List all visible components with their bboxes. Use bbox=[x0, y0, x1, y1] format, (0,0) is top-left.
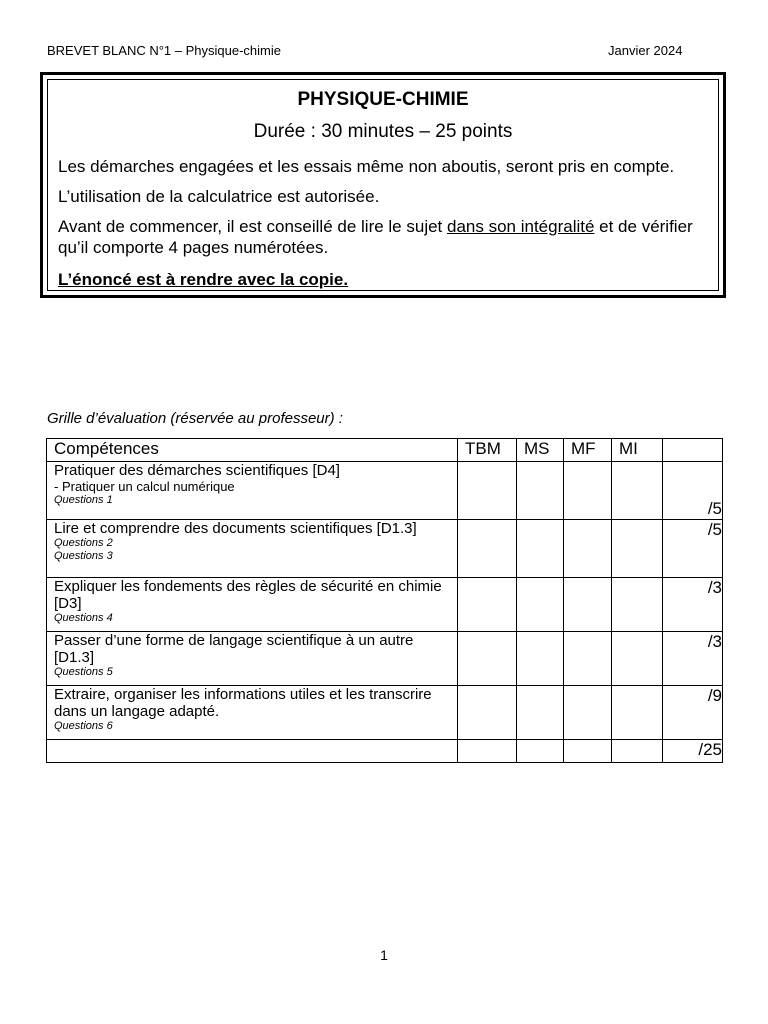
table-row bbox=[47, 462, 723, 520]
mf-cell[interactable] bbox=[564, 740, 612, 763]
tbm-cell[interactable] bbox=[458, 578, 517, 632]
competence-title: Passer d’une forme de langage scientifique à un autre [D1.3] bbox=[54, 632, 414, 666]
header-mi: MI bbox=[612, 439, 663, 462]
competence-questions: Questions 6 bbox=[54, 720, 113, 732]
exam-duration: Durée : 30 minutes – 25 points bbox=[253, 121, 513, 142]
mi-cell[interactable] bbox=[612, 740, 663, 763]
total-row bbox=[47, 740, 723, 763]
instruction-line-1: Les démarches engagées et les essais même non aboutis, seront pris en compte. bbox=[58, 157, 675, 176]
tbm-cell[interactable] bbox=[458, 462, 517, 520]
table-row bbox=[47, 520, 723, 578]
score-cell: /3 bbox=[663, 578, 723, 632]
mf-cell[interactable] bbox=[564, 686, 612, 740]
instruction-line-4: L’énoncé est à rendre avec la copie. bbox=[58, 270, 349, 289]
competence-questions: Questions 3 bbox=[54, 550, 113, 562]
page-number: 1 bbox=[380, 947, 388, 963]
competence-questions: Questions 4 bbox=[54, 612, 113, 624]
competence-cell bbox=[47, 686, 458, 740]
competence-questions: Questions 1 bbox=[54, 494, 113, 506]
header-competences: Compétences bbox=[47, 439, 458, 462]
mf-cell[interactable] bbox=[564, 462, 612, 520]
mi-cell[interactable] bbox=[612, 578, 663, 632]
table-row bbox=[47, 578, 723, 632]
competence-title: Extraire, organiser les informations utiles et les transcrire dans un langage adapté. bbox=[54, 686, 432, 720]
ms-cell[interactable] bbox=[517, 632, 564, 686]
tbm-cell[interactable] bbox=[458, 520, 517, 578]
ms-cell[interactable] bbox=[517, 578, 564, 632]
competence-questions: Questions 2 bbox=[54, 537, 113, 549]
instruction-line-3-underlined: dans son intégralité bbox=[447, 217, 595, 236]
header-ms: MS bbox=[517, 439, 564, 462]
competence-title: Lire et comprendre des documents scientifiques [D1.3] bbox=[54, 520, 417, 537]
tbm-cell[interactable] bbox=[458, 740, 517, 763]
total-score: /25 bbox=[663, 740, 723, 763]
mi-cell[interactable] bbox=[612, 520, 663, 578]
instruction-line-2: L’utilisation de la calculatrice est autorisée. bbox=[58, 187, 380, 206]
competence-questions: Questions 5 bbox=[54, 666, 113, 678]
competence-title: Pratiquer des démarches scientifiques [D4] bbox=[54, 462, 340, 479]
ms-cell[interactable] bbox=[517, 520, 564, 578]
mf-cell[interactable] bbox=[564, 578, 612, 632]
instruction-line-3-end: et de vérifier qu’il comporte 4 pages numérotées. bbox=[58, 217, 693, 257]
total-label-cell bbox=[47, 740, 458, 763]
instruction-line-3 bbox=[58, 216, 708, 258]
mf-cell[interactable] bbox=[564, 632, 612, 686]
competence-cell bbox=[47, 462, 458, 520]
mi-cell[interactable] bbox=[612, 462, 663, 520]
grid-caption: Grille d’évaluation (réservée au professeur) : bbox=[47, 410, 343, 427]
instruction-line-3-start: Avant de commencer, il est conseillé de lire le sujet bbox=[58, 217, 447, 236]
mi-cell[interactable] bbox=[612, 686, 663, 740]
header-date: Janvier 2024 bbox=[608, 43, 683, 58]
mf-cell[interactable] bbox=[564, 520, 612, 578]
score-cell: /5 bbox=[663, 462, 723, 520]
header-score bbox=[663, 439, 723, 462]
tbm-cell[interactable] bbox=[458, 632, 517, 686]
intro-box bbox=[40, 72, 726, 298]
tbm-cell[interactable] bbox=[458, 686, 517, 740]
score-cell: /5 bbox=[663, 520, 723, 578]
header-tbm: TBM bbox=[458, 439, 517, 462]
ms-cell[interactable] bbox=[517, 462, 564, 520]
intro-box-inner bbox=[47, 79, 719, 291]
score-cell: /9 bbox=[663, 686, 723, 740]
table-row bbox=[47, 686, 723, 740]
competence-cell bbox=[47, 578, 458, 632]
exam-title: PHYSIQUE-CHIMIE bbox=[297, 89, 469, 110]
competence-cell bbox=[47, 632, 458, 686]
ms-cell[interactable] bbox=[517, 686, 564, 740]
ms-cell[interactable] bbox=[517, 740, 564, 763]
evaluation-grid bbox=[46, 438, 723, 763]
mi-cell[interactable] bbox=[612, 632, 663, 686]
competence-title: Expliquer les fondements des règles de sécurité en chimie [D3] bbox=[54, 578, 442, 612]
competence-cell bbox=[47, 520, 458, 578]
header-title: BREVET BLANC N°1 – Physique-chimie bbox=[47, 43, 281, 58]
grid-header-row bbox=[47, 439, 723, 462]
table-row bbox=[47, 632, 723, 686]
competence-subtitle: - Pratiquer un calcul numérique bbox=[54, 479, 235, 494]
score-cell: /3 bbox=[663, 632, 723, 686]
header-mf: MF bbox=[564, 439, 612, 462]
